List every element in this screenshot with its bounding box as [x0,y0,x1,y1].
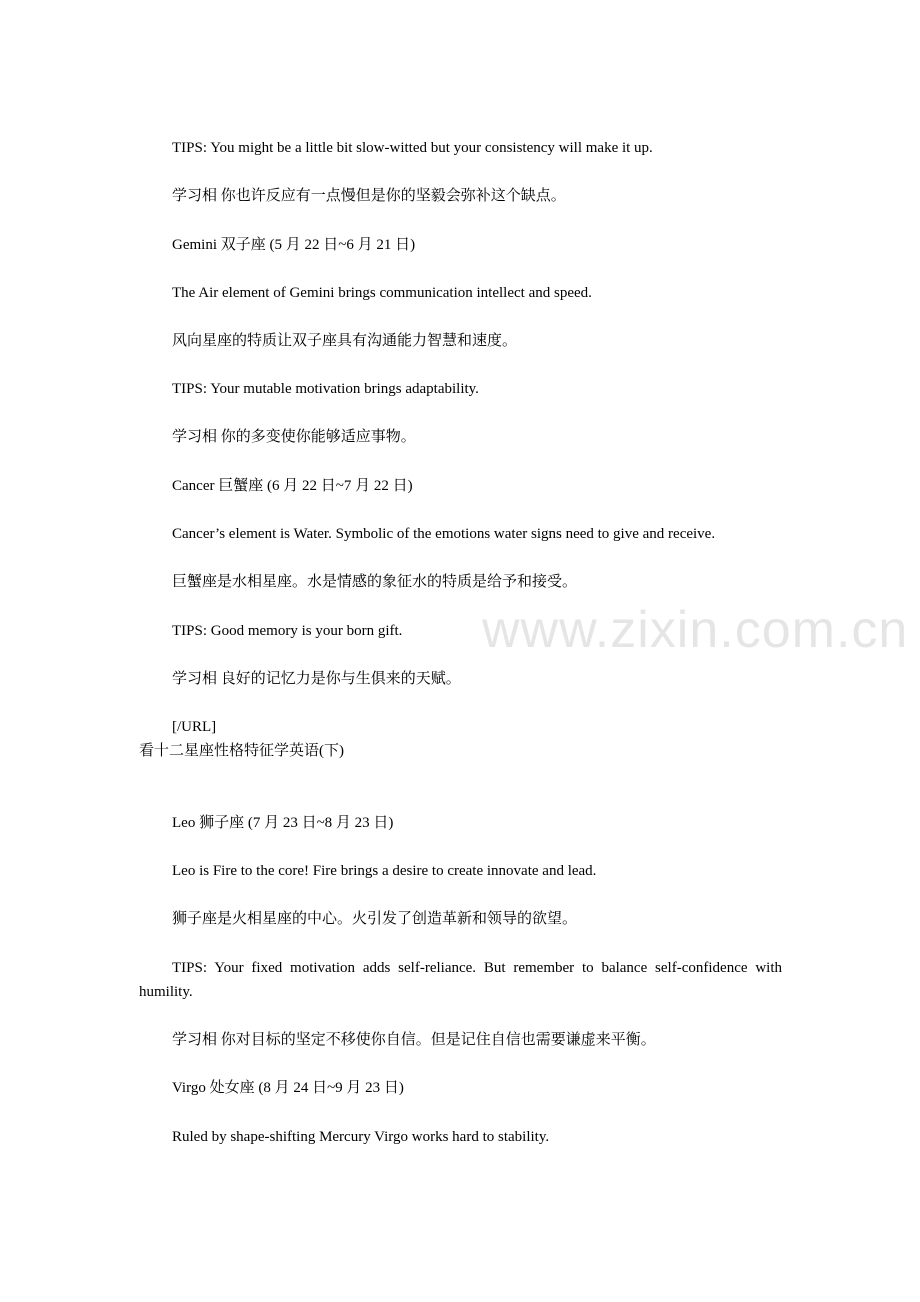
virgo-element-en: Ruled by shape-shifting Mercury Virgo works hard to stability. [172,1129,550,1145]
tips-leo-en: TIPS: Your fixed motivation adds self-reliance. But remember to balance self-confidence with humility. [139,960,782,1000]
tips-cancer-zh: 学习相 良好的记忆力是你与生俱来的天赋。 [172,671,461,687]
tips-leo-zh: 学习相 你对目标的坚定不移使你自信。但是记住自信也需要谦虚来平衡。 [172,1032,656,1048]
gemini-heading: Gemini 双子座 (5 月 22 日~6 月 21 日) [172,237,416,253]
section-title: 看十二星座性格特征学英语(下) [139,743,344,759]
tips-taurus-en: TIPS: You might be a little bit slow-witted but your consistency will make it up. [172,140,653,156]
cancer-heading: Cancer 巨蟹座 (6 月 22 日~7 月 22 日) [172,478,413,494]
tips-cancer-en: TIPS: Good memory is your born gift. [172,623,403,639]
gemini-element-en: The Air element of Gemini brings communication intellect and speed. [172,285,592,301]
leo-element-zh: 狮子座是火相星座的中心。火引发了创造革新和领导的欲望。 [172,911,578,927]
url-tag: [/URL] [172,719,217,735]
virgo-heading: Virgo 处女座 (8 月 24 日~9 月 23 日) [172,1080,404,1096]
tips-taurus-zh: 学习相 你也许反应有一点慢但是你的坚毅会弥补这个缺点。 [172,188,566,204]
leo-element-en: Leo is Fire to the core! Fire brings a desire to create innovate and lead. [172,863,597,879]
gemini-element-zh: 风向星座的特质让双子座具有沟通能力智慧和速度。 [172,333,518,349]
cancer-element-zh: 巨蟹座是水相星座。水是情感的象征水的特质是给予和接受。 [172,574,578,590]
cancer-element-en: Cancer’s element is Water. Symbolic of the emotions water signs need to give and receive. [172,526,716,542]
watermark: www.zixin.com.cn [482,601,909,659]
tips-gemini-zh: 学习相 你的多变使你能够适应事物。 [172,429,416,445]
tips-gemini-en: TIPS: Your mutable motivation brings adaptability. [172,381,479,397]
leo-heading: Leo 狮子座 (7 月 23 日~8 月 23 日) [172,815,394,831]
